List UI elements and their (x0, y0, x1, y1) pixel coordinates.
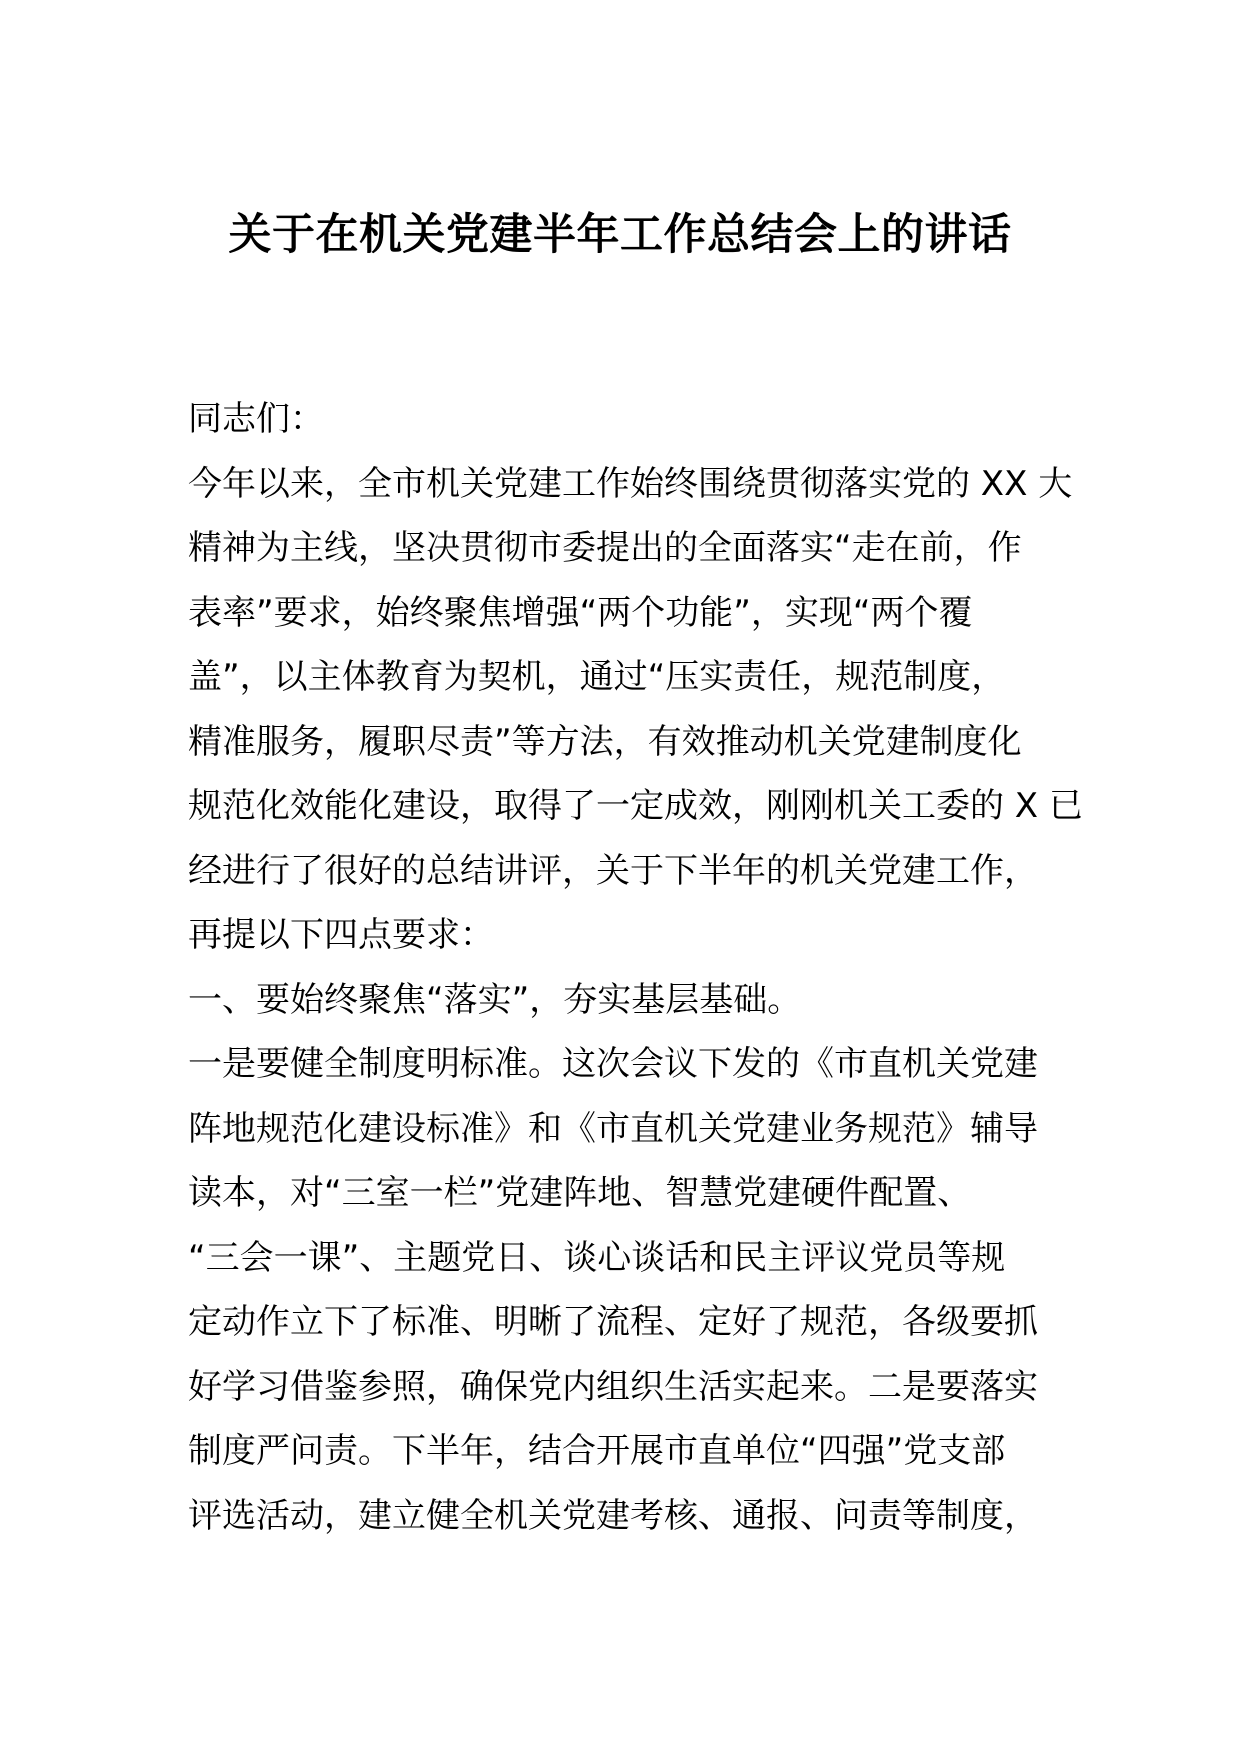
text-line: 阵地规范化建设标准》和《市直机关党建业务规范》辅导 (188, 1108, 1038, 1149)
text-line: 定动作立下了标准、明晰了流程、定好了规范，各级要抓 (188, 1302, 1038, 1342)
text-line: 经进行了很好的总结讲评，关于下半年的机关党建工作， (188, 850, 1038, 891)
document-body (188, 387, 1083, 1548)
document-title: 关于在机关党建半年工作总结会上的讲话 (228, 210, 1012, 260)
text-line: 一是要健全制度明标准。这次会议下发的《市直机关党建 (188, 1044, 1038, 1084)
text-line: “三会一课”、主题党日、谈心谈话和民主评议党员等规 (188, 1237, 1006, 1278)
text-line: 今年以来，全市机关党建工作始终围绕贯彻落实党的 XX 大 (188, 463, 1073, 504)
text-line: 规范化效能化建设，取得了一定成效，刚刚机关工委的 X 已 (188, 786, 1083, 826)
salutation-line: 同志们： (188, 399, 324, 439)
text-line: 表率”要求，始终聚焦增强“两个功能”，实现“两个覆 (188, 592, 973, 633)
text-line: 评选活动，建立健全机关党建考核、通报、问责等制度， (188, 1495, 1038, 1536)
text-line: 好学习借鉴参照，确保党内组织生活实起来。二是要落实 (188, 1366, 1038, 1407)
text-line: 盖”，以主体教育为契机，通过“压实责任，规范制度， (188, 657, 1006, 697)
text-line: 精准服务，履职尽责”等方法，有效推动机关党建制度化 (188, 721, 1022, 762)
text-line: 精神为主线，坚决贯彻市委提出的全面落实“走在前，作 (188, 528, 1022, 568)
text-line: 再提以下四点要求： (188, 915, 494, 955)
text-line: 制度严问责。下半年，结合开展市直单位“四强”党支部 (188, 1431, 1006, 1471)
text-line: 读本，对“三室一栏”党建阵地、智慧党建硬件配置、 (188, 1173, 972, 1213)
section-heading: 一、要始终聚焦“落实”，夯实基层基础。 (188, 979, 802, 1020)
